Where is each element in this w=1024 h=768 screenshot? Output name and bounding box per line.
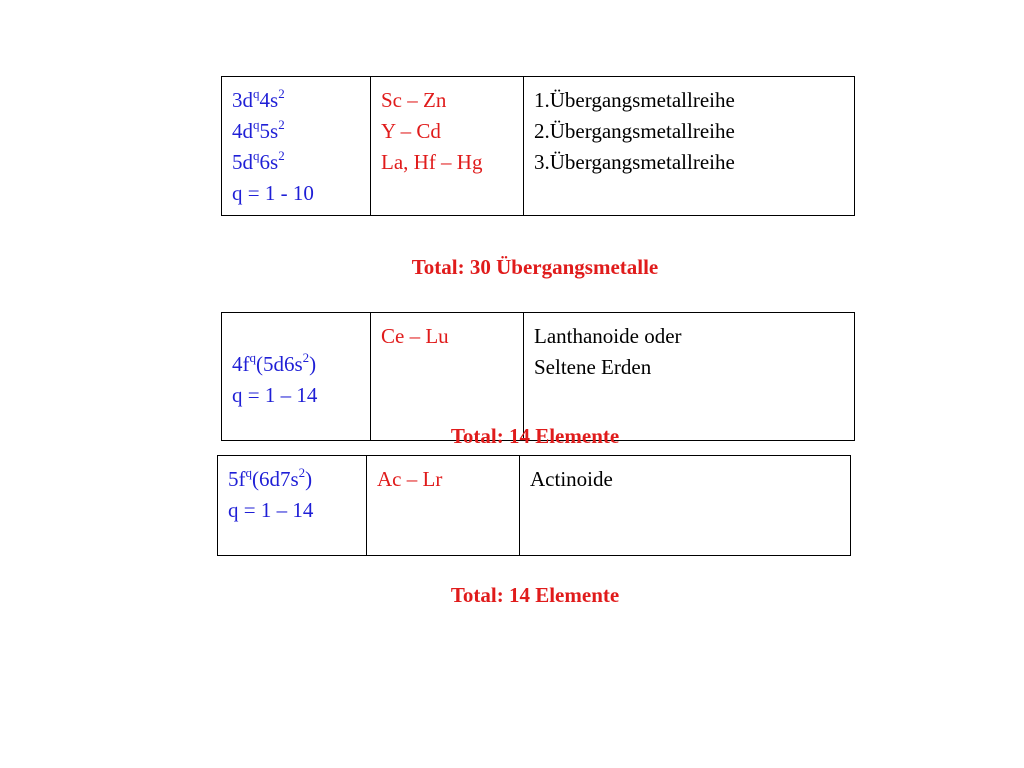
element-range: Ce – Lu	[381, 324, 449, 348]
table-row	[218, 456, 851, 556]
series-name-cell	[524, 313, 855, 441]
lanthanoids-table	[221, 312, 855, 441]
element-range-cell	[371, 313, 524, 441]
element-range-cell	[371, 77, 524, 216]
electron-configuration: $4f^q(5d6s^2)$	[232, 350, 317, 376]
total-label: Total: 14 Elemente	[450, 424, 620, 448]
element-range: Sc – Zn	[381, 88, 447, 112]
series-name-cell	[524, 77, 855, 216]
series-name: Seltene Erden	[534, 355, 652, 379]
total-label: Total: 14 Elemente	[450, 583, 620, 607]
q-range: q = 1 – 14	[232, 383, 318, 407]
series-name: Actinoide	[530, 467, 613, 491]
series-name: 2.Übergangsmetallreihe	[534, 119, 735, 143]
series-name: Lanthanoide oder	[534, 324, 682, 348]
actinoids-table	[217, 455, 851, 556]
series-name: 3.Übergangsmetallreihe	[534, 150, 735, 174]
element-range: La, Hf – Hg	[381, 150, 483, 174]
element-range: Ac – Lr	[377, 467, 443, 491]
electron-configuration: $4d^q5s^2$	[232, 117, 285, 143]
transition-metals-table	[221, 76, 855, 216]
electron-configuration: $3d^q4s^2$	[232, 86, 285, 112]
electron-configuration: $5d^q6s^2$	[232, 148, 285, 174]
electron-configuration-cell	[218, 456, 367, 556]
table-row	[222, 77, 855, 216]
electron-configuration-cell	[222, 77, 371, 216]
element-range: Y – Cd	[381, 119, 441, 143]
series-name-cell	[520, 456, 851, 556]
electron-configuration-cell	[222, 313, 371, 441]
q-range: q = 1 – 14	[228, 498, 314, 522]
electron-configuration: $5f^q(6d7s^2)$	[228, 465, 313, 491]
table-row	[222, 313, 855, 441]
series-name: 1.Übergangsmetallreihe	[534, 88, 735, 112]
total-label: Total: 30 Übergangsmetalle	[411, 255, 659, 279]
q-range: q = 1 - 10	[232, 181, 314, 205]
element-range-cell	[367, 456, 520, 556]
